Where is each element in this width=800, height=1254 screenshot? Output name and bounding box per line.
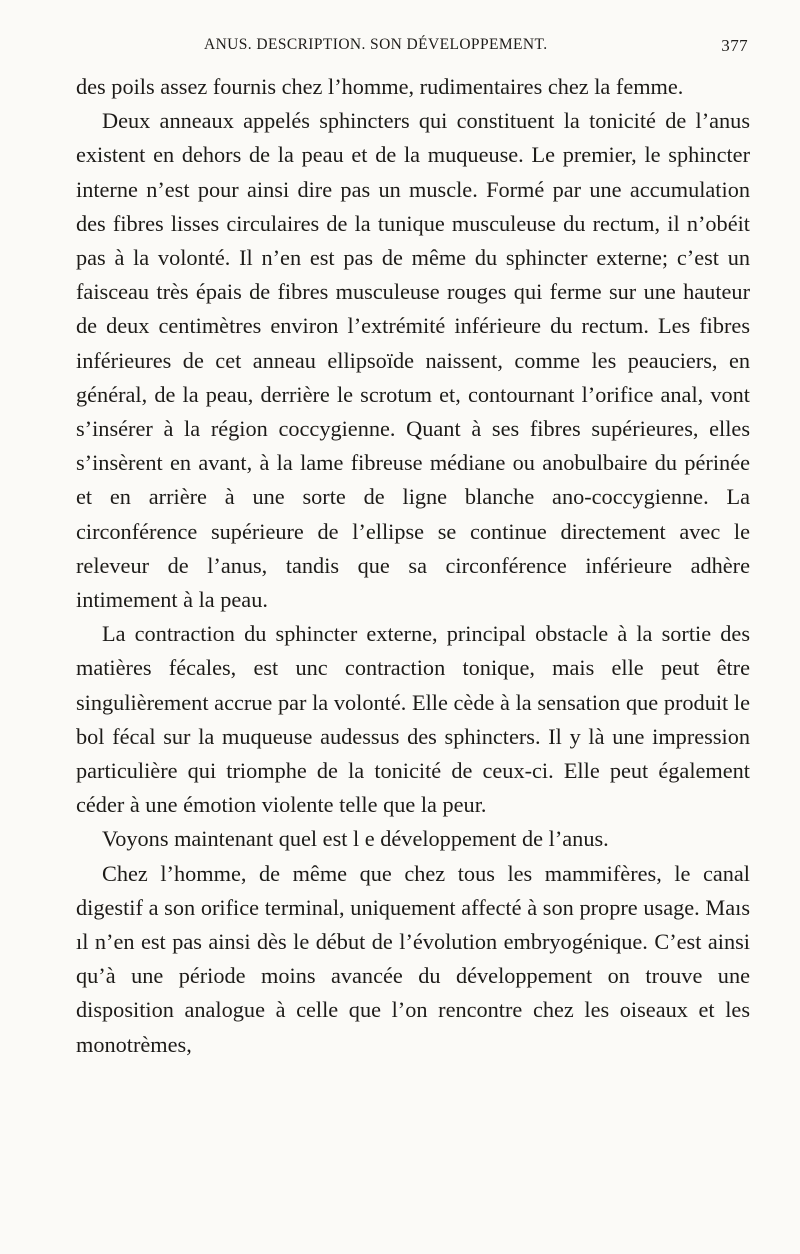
page-body (76, 70, 750, 1062)
paragraph-embryogeny: Chez l’homme, de même que chez tous les mammifères, le canal digestif a son orifice terminal, uniquement affecté à son propre usage. Maıs ıl n’en est pas ainsi dès le début de l’évolution embryogénique. C’est ainsi qu’à une période moins avancée du développement on trouve une disposition analogue à celle que l’on rencontre chez les oiseaux et les monotrèmes, (76, 860, 750, 1057)
paragraph-development-intro: Voyons maintenant quel est l e développement de l’anus. (102, 826, 609, 852)
running-title: ANUS. DESCRIPTION. SON DÉVELOPPEMENT. (204, 36, 548, 53)
paragraph-contraction: La contraction du sphincter externe, principal obstacle à la sortie des matières fécales, est unc contraction tonique, mais elle peut être singulièrement accrue par la volonté. Elle cède à la sensation que produit le bol fécal sur la muqueuse audessus des sphincters. Il y là une impression particulière qui triomphe de la tonicité de ceux-ci. Elle peut également céder à une émotion violente telle que la peur. (76, 621, 750, 818)
page-number: 377 (721, 36, 748, 55)
running-header (76, 36, 748, 60)
paragraph-sphincters: Deux anneaux appelés sphincters qui constituent la tonicité de l’anus existent en dehors de la peau et de la muqueuse. Le premier, le sphincter interne n’est pour ainsi dire pas un muscle. Formé par une accumulation des fibres lisses circulaires de la tunique musculeuse du rectum, il n’obéit pas à la volonté. Il n’en est pas de même du sphincter externe; c’est un faisceau très épais de fibres musculeuse rouges qui ferme sur une hauteur de deux centimètres environ l’extrémité inférieure du rectum. Les fibres inférieures de cet anneau ellipsoïde naissent, comme les peauciers, en général, de la peau, derrière le scrotum et, contournant l’orifice anal, vont s’insérer à la région coccygienne. Quant à ses fibres supérieures, elles s’insèrent en avant, à la lame fibreuse médiane ou anobulbaire du périnée et en arrière à une sorte de ligne blanche ano-coccygienne. La circonférence supérieure de l’ellipse se continue directement avec le releveur de l’anus, tandis que sa circonférence inférieure adhère intimement à la peau. (76, 108, 750, 613)
paragraph-continuation: des poils assez fournis chez l’homme, rudimentaires chez la femme. (76, 74, 684, 99)
